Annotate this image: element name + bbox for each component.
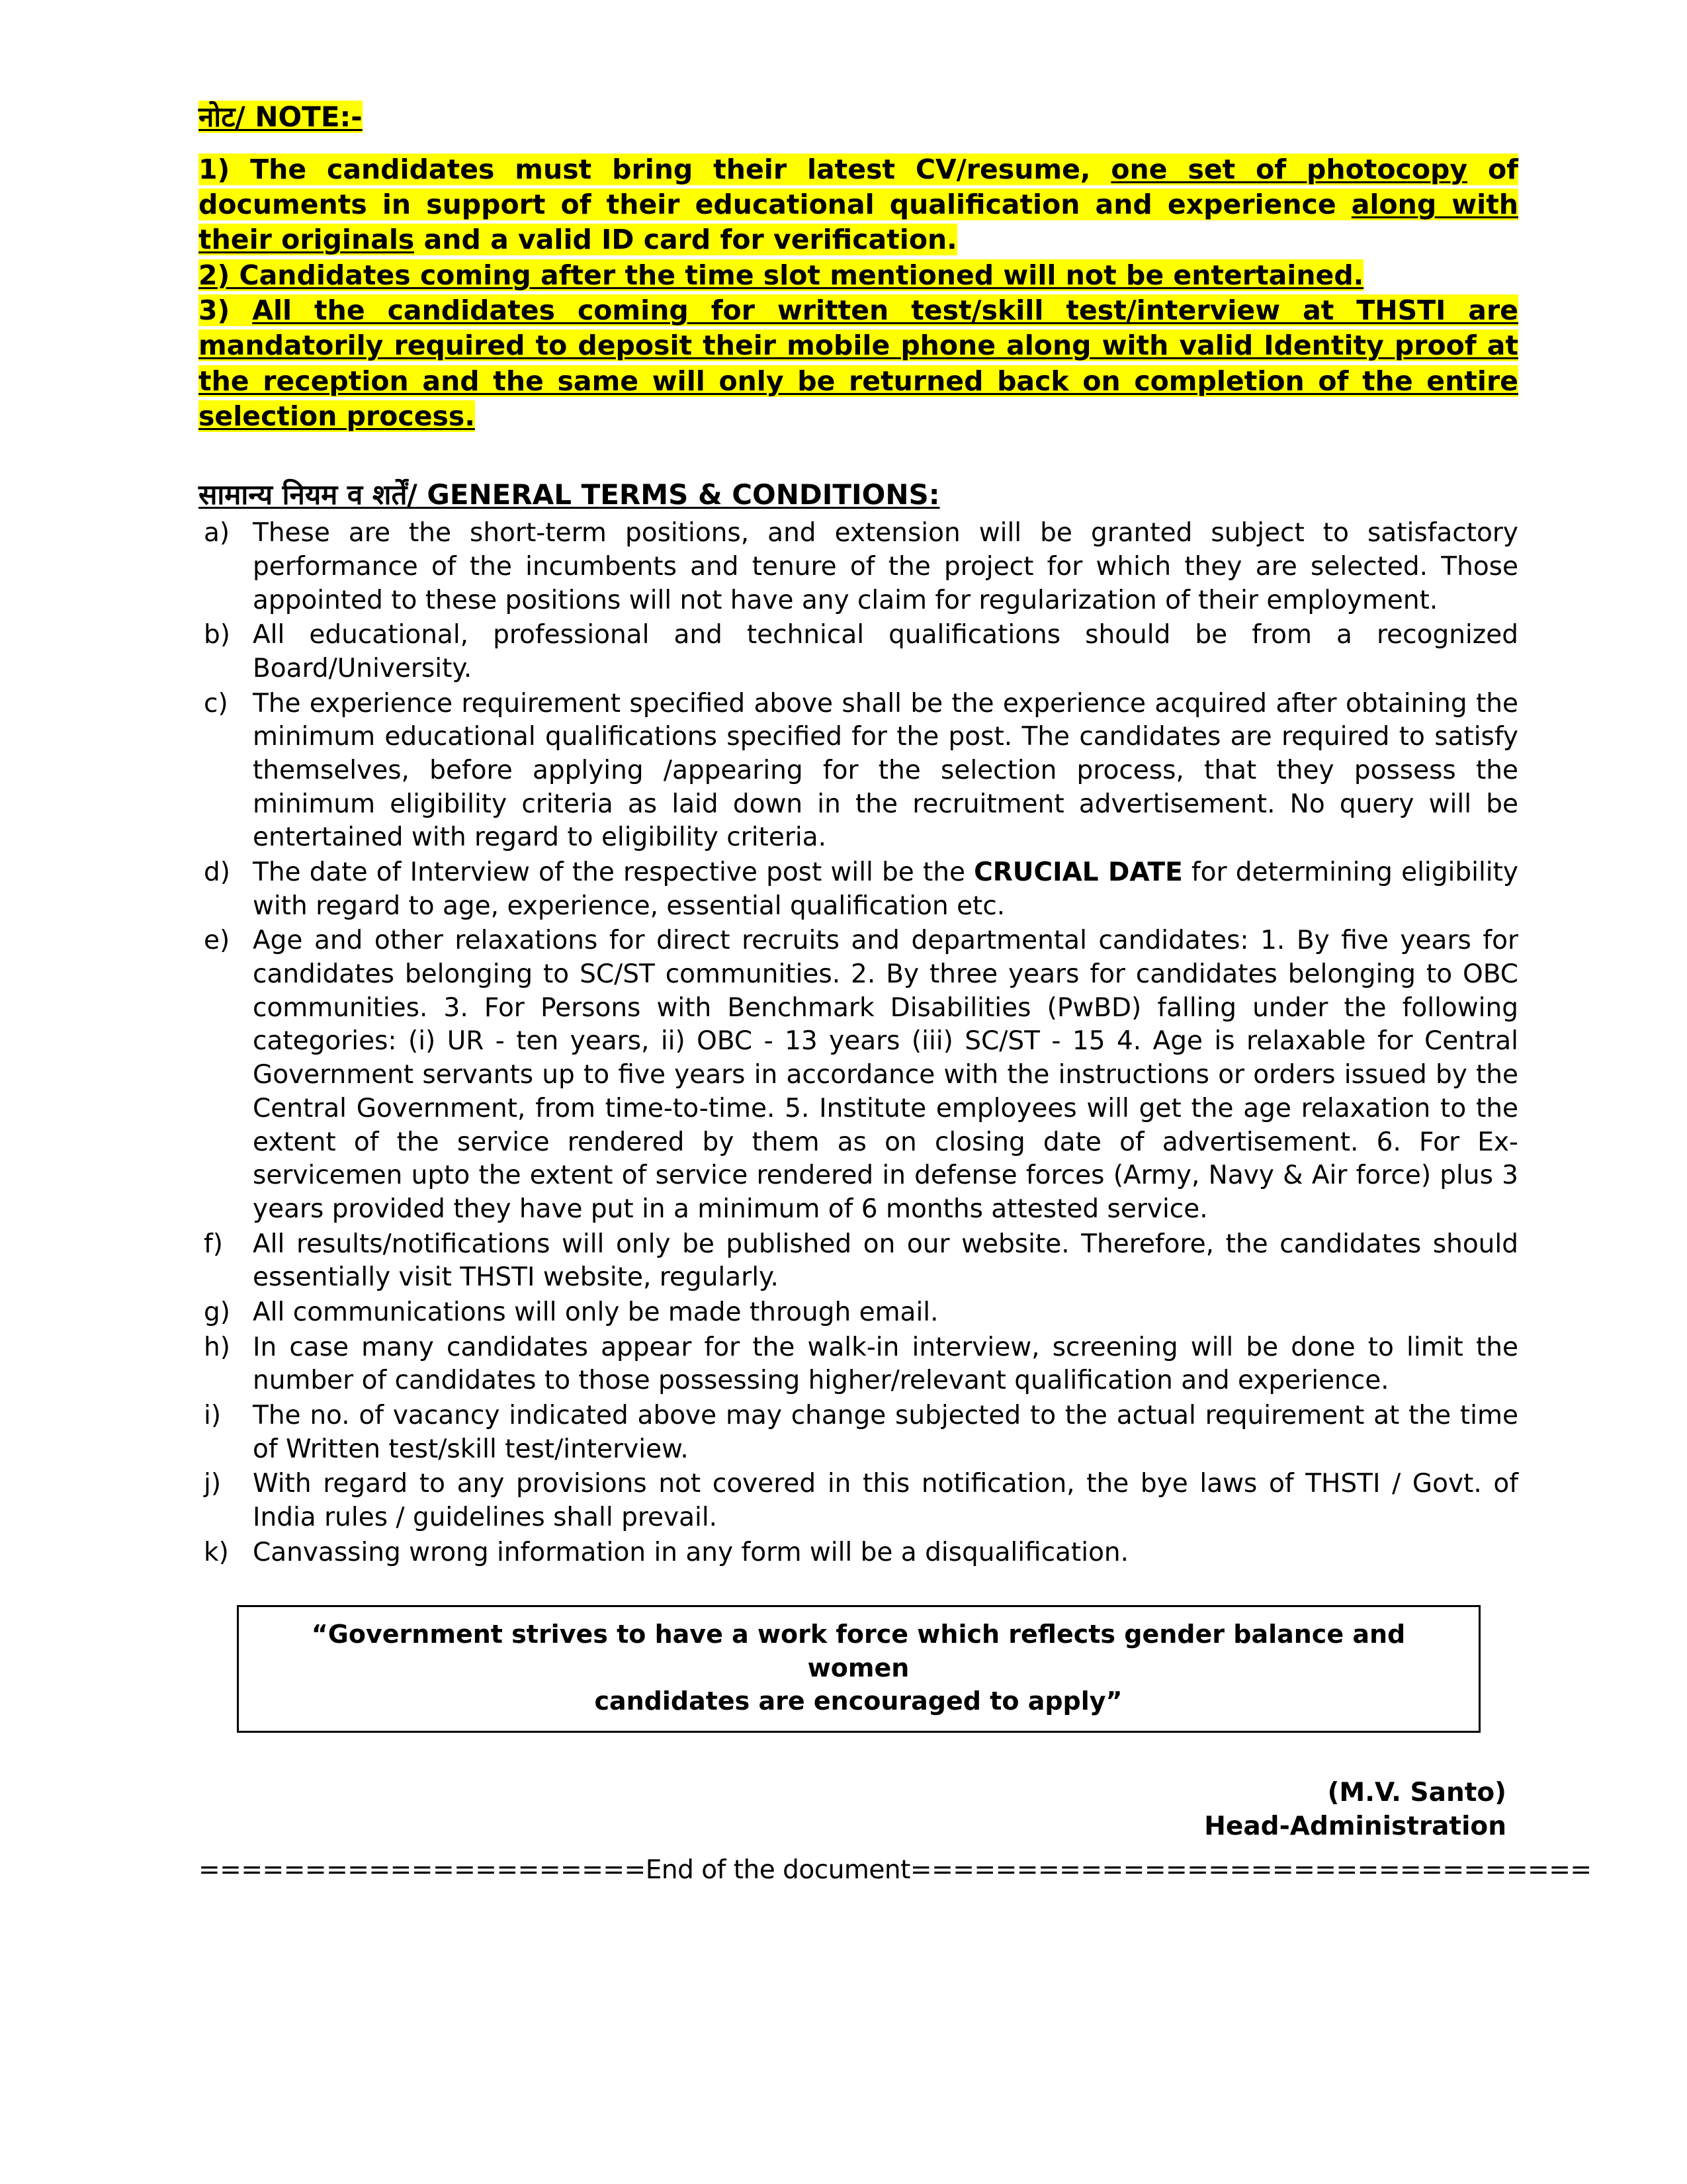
quote-line-1: “Government strives to have a work force which reflects gender balance and women — [311, 1620, 1406, 1682]
term-text-h: In case many candidates appear for the walk-in interview, screening will be done to limit the number of candidates to those possessing higher/relevant qualification and experience. — [253, 1332, 1518, 1396]
term-text-j: With regard to any provisions not covered in this notification, the bye laws of THSTI / Govt. of India rules / guidelines shall prevail. — [253, 1469, 1518, 1533]
note-item-1 — [198, 152, 1518, 258]
term-marker-f: f) — [204, 1229, 223, 1259]
note-item-3-part-2: All the candidates coming for written test/skill test/interview at THSTI are mandatorily required to deposit their mobile phone along with valid Identity proof at the reception and the same will only be returned back on completion of the entire selection process. — [198, 294, 1518, 432]
note-heading-text: नोट/ NOTE:- — [198, 101, 363, 133]
end-of-document-line: =====================End of the document================================ — [198, 1855, 1592, 1886]
term-item-a — [198, 517, 1518, 617]
note-item-1-part-3: of documents in support of their educational qualification and experience — [198, 153, 1518, 221]
term-marker-d: d) — [204, 857, 230, 887]
general-terms-list — [198, 517, 1518, 1569]
term-item-i — [198, 1399, 1518, 1466]
term-text-g: All communications will only be made through email. — [253, 1297, 939, 1327]
general-terms-heading — [198, 475, 1518, 513]
term-item-f — [198, 1228, 1518, 1295]
term-item-h — [198, 1331, 1518, 1398]
term-item-d — [198, 856, 1518, 923]
term-text-k: Canvassing wrong information in any form will be a disqualification. — [253, 1537, 1129, 1567]
signatory-name: (M.V. Santo) — [1327, 1777, 1506, 1808]
signatory-designation: Head-Administration — [1204, 1811, 1506, 1841]
term-text-i: The no. of vacancy indicated above may change subjected to the actual requirement at the time of Written test/skill test/interview. — [253, 1401, 1518, 1464]
term-marker-c: c) — [204, 688, 228, 719]
signature-block — [198, 1776, 1518, 1843]
term-marker-b: b) — [204, 620, 230, 650]
note-section — [198, 99, 1518, 434]
term-item-b — [198, 619, 1518, 685]
term-text-b: All educational, professional and technical qualifications should be from a recognized Board/University. — [253, 620, 1518, 683]
term-marker-k: k) — [204, 1537, 229, 1567]
term-marker-i: i) — [204, 1401, 222, 1430]
term-item-g — [198, 1296, 1518, 1330]
note-item-1-part-1: 1) The candidates must bring their latest CV/resume, — [198, 153, 1111, 185]
term-text-a: These are the short-term positions, and extension will be granted subject to satisfactory performance of the incumbents and tenure of the project for which they are selected. Those appointed to these positions will not have any claim for regularization of their employment. — [253, 518, 1518, 615]
term-text-c: The experience requirement specified above shall be the experience acquired after obtaining the minimum educational qualifications specified for the post. The candidates are required to satisfy themselves, before applying /appearing for the selection process, that they possess the minimum eligibility criteria as laid down in the recruitment advertisement. No query will be entertained with regard to eligibility criteria. — [253, 688, 1518, 853]
term-marker-g: g) — [204, 1297, 230, 1327]
note-item-3 — [198, 293, 1518, 434]
term-item-k — [198, 1536, 1518, 1570]
note-item-2-text: 2) Candidates coming after the time slot mentioned will not be entertained. — [198, 259, 1364, 291]
term-text-d-crucial-date: CRUCIAL DATE — [974, 857, 1183, 887]
term-item-c — [198, 687, 1518, 855]
term-text-d-after: for determining eligibility with regard to age, experience, essential qualification etc. — [253, 857, 1518, 921]
general-terms-section — [198, 475, 1518, 1569]
note-item-1-part-4: along with their originals — [198, 189, 1518, 256]
quote-line-2: candidates are encouraged to apply” — [594, 1686, 1123, 1716]
term-marker-j: j) — [204, 1469, 222, 1499]
term-marker-a: a) — [204, 518, 230, 548]
note-item-1-part-2: one set of photocopy — [1111, 153, 1468, 185]
term-marker-e: e) — [204, 926, 230, 956]
term-text-f: All results/notifications will only be published on our website. Therefore, the candidates should essentially visit THSTI website, regularly. — [253, 1229, 1518, 1293]
general-terms-heading-text: सामान्य नियम व शर्तें/ GENERAL TERMS & CONDITIONS: — [198, 478, 940, 511]
note-heading — [198, 99, 1518, 135]
note-item-2 — [198, 258, 1518, 293]
term-text-d-before: The date of Interview of the respective post will be the — [253, 857, 974, 887]
gender-balance-quote-box — [237, 1605, 1481, 1732]
note-item-1-part-5: and a valid ID card for verification. — [414, 224, 957, 256]
note-item-3-part-1: 3) — [198, 294, 253, 326]
term-item-e — [198, 924, 1518, 1226]
term-item-j — [198, 1467, 1518, 1534]
term-marker-h: h) — [204, 1332, 230, 1362]
term-text-e: Age and other relaxations for direct recruits and departmental candidates: 1. By five years for candidates belonging to SC/ST communities. 2. By three years for candidates belonging to OBC communities. 3. For Persons with Benchmark Disabilities (PwBD) falling under the following categories: (i) UR - ten years, ii) OBC - 13 years (iii) SC/ST - 15 4. Age is relaxable for Central Government servants up to five years in accordance with the instructions or orders issued by the Central Government, from time-to-time. 5. Institute employees will get the age relaxation to the extent of the service rendered by them as on closing date of advertisement. 6. For Ex-servicemen upto the extent of service rendered in defense forces (Army, Navy & Air force) plus 3 years provided they have put in a minimum of 6 months attested service. — [253, 926, 1518, 1224]
